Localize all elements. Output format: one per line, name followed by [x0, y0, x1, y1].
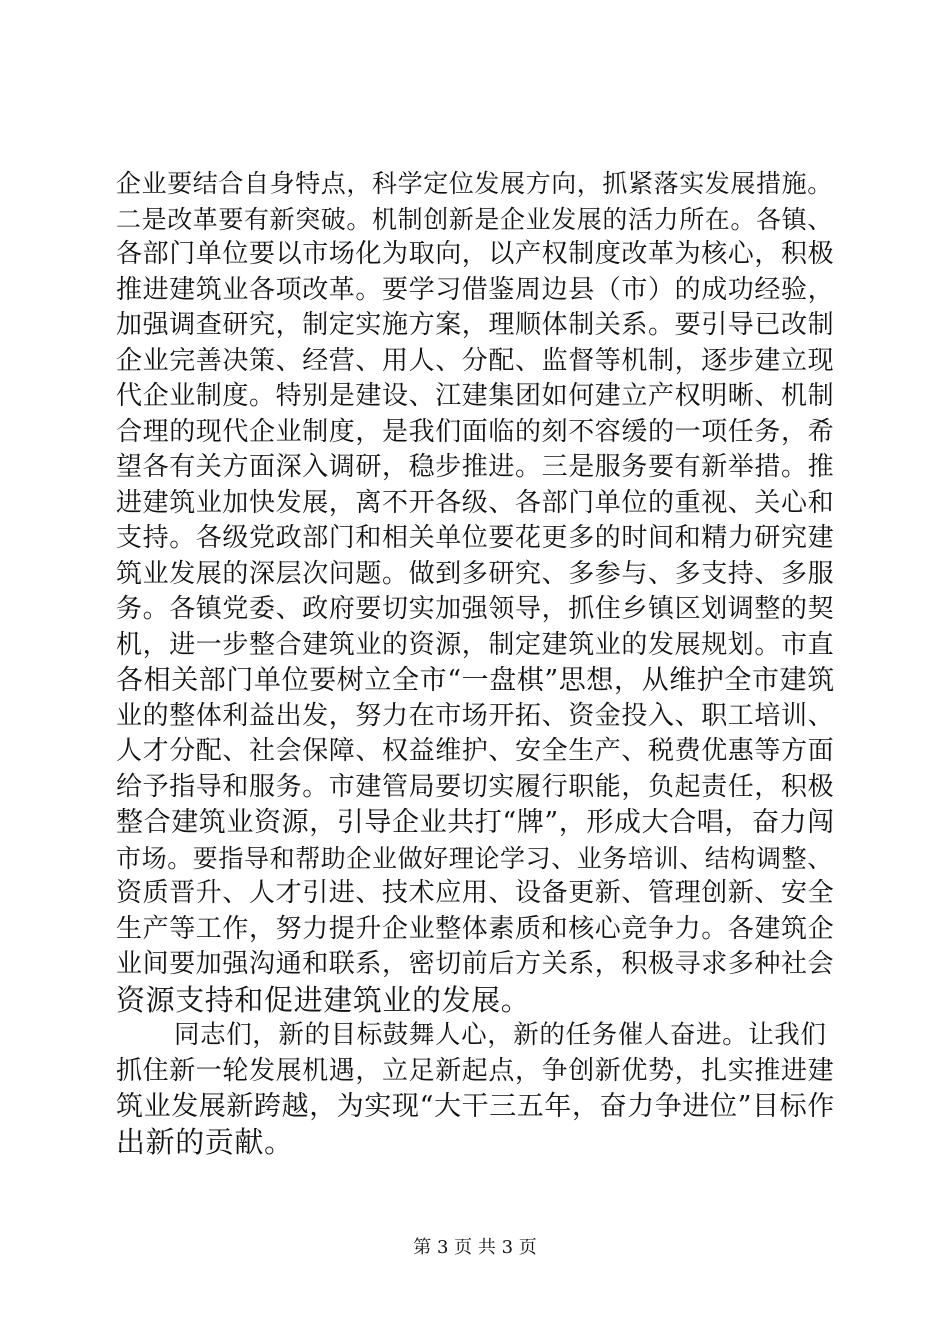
text-line: 市场。要指导和帮助企业做好理论学习、业务培训、结构调整、: [116, 843, 833, 873]
text-line: 业间要加强沟通和联系，密切前后方关系，积极寻求多种社会: [116, 949, 835, 979]
text-line: 筑业发展的深层次问题。做到多研究、多参与、多支持、多服: [116, 558, 835, 589]
text-line: 机，进一步整合建筑业的资源，制定建筑业的发展规划。市直: [116, 629, 835, 660]
text-line: 企业要结合自身特点，科学定位发展方向，抓紧落实发展措施。: [116, 169, 833, 198]
paragraph-2: [116, 1018, 836, 1160]
document-body: [116, 166, 836, 1160]
text-line: 整合建筑业资源，引导企业共打“牌”，形成大合唱，奋力闯: [116, 807, 835, 838]
text-line: 各相关部门单位要树立全市“一盘棋”思想，从维护全市建筑: [116, 665, 835, 696]
text-line: 加强调查研究，制定实施方案，理顺体制关系。要引导已改制: [116, 310, 835, 340]
text-line: 支持。各级党政部门和相关单位要花更多的时间和精力研究建: [116, 523, 835, 553]
text-line: 人才分配、社会保障、权益维护、安全生产、税费优惠等方面: [116, 736, 835, 766]
text-line: 给予指导和服务。市建管局要切实履行职能，负起责任，积极: [116, 771, 835, 802]
text-line: 筑业发展新跨越，为实现“大干三五年，奋力争进位”目标作: [116, 1091, 835, 1122]
text-line: 进建筑业加快发展，离不开各级、各部门单位的重视、关心和: [116, 487, 835, 518]
text-line: 同志们，新的目标鼓舞人心，新的任务催人奋进。让我们: [174, 1020, 827, 1050]
text-line: 资质晋升、人才引进、技术应用、设备更新、管理创新、安全: [116, 878, 835, 908]
text-line: 抓住新一轮发展机遇，立足新起点，争创新优势，扎实推进建: [116, 1055, 835, 1086]
text-line: 推进建筑业各项改革。要学习借鉴周边县（市）的成功经验，: [116, 274, 835, 305]
text-line: 生产等工作，努力提升企业整体素质和核心竞争力。各建筑企: [116, 913, 835, 944]
text-line: 二是改革要有新突破。机制创新是企业发展的活力所在。各镇、: [116, 204, 833, 234]
page-number-footer: 第 3 页 共 3 页: [413, 1237, 537, 1258]
text-line: 合理的现代企业制度，是我们面临的刻不容缓的一项任务，希: [116, 416, 835, 447]
text-line: 务。各镇党委、政府要切实加强领导，抓住乡镇区划调整的契: [116, 594, 835, 624]
paragraph-1: [116, 166, 836, 1018]
text-line: 业的整体利益出发，努力在市场开拓、资金投入、职工培训、: [116, 700, 835, 731]
text-line: 企业完善决策、经营、用人、分配、监督等机制，逐步建立现: [116, 345, 835, 376]
text-line: 代企业制度。特别是建设、江建集团如何建立产权明晰、机制: [116, 381, 835, 411]
text-line: 资源支持和促进建筑业的发展。: [116, 982, 531, 1017]
text-line: 出新的贡献。: [116, 1124, 294, 1159]
text-line: 望各有关方面深入调研，稳步推进。三是服务要有新举措。推: [116, 452, 835, 482]
text-line: 各部门单位要以市场化为取向，以产权制度改革为核心，积极: [116, 239, 835, 269]
